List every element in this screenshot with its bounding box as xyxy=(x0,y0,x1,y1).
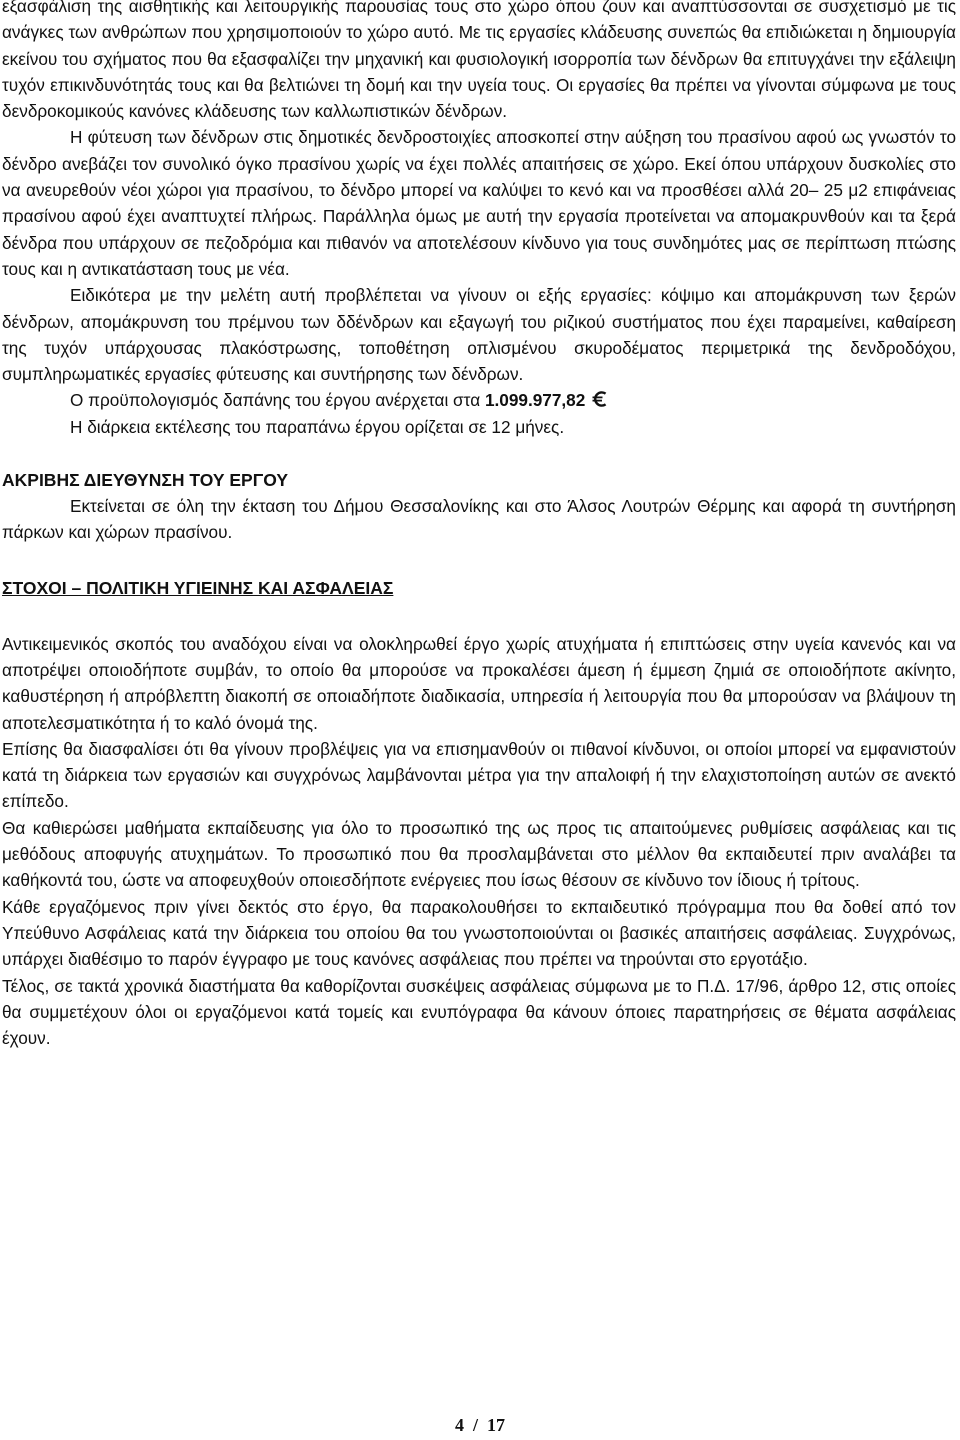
paragraph-safety-objective: Αντικειμενικός σκοπός του αναδόχου είναι να ολοκληρωθεί έργο χωρίς ατυχήματα ή επιπτώσεις στην υγεία κανενός και να αποτρέψει οποιοδήποτε συμβάν, το οποίο θα μπορούσε να προκαλέσει άμεση ή έμμεση ζημιά σε οποιοδήποτε ακίνητο, καθυστέρηση ή απρόβλεπτη διακοπή σε οποιαδήποτε διαδικασία, υπηρεσία ή λειτουργία που θα μπορούσαν να βλάψουν τη αποτελεσματικότητα ή το καλό όνομά της. xyxy=(2,633,956,733)
section-heading-safety: ΣΤΟΧΟΙ – ΠΟΛΙΤΙΚΗ ΥΓΙΕΙΝΗΣ ΚΑΙ ΑΣΦΑΛΕΙΑΣ xyxy=(2,577,394,598)
paragraph-location: Εκτείνεται σε όλη την έκταση του Δήμου Θεσσαλονίκης και στο Άλσος Λουτρών Θέρμης και αφορά τη συντήρηση πάρκων και χώρων πρασίνου. xyxy=(2,496,956,543)
page-separator: / xyxy=(472,1415,478,1435)
paragraph-safety-induction: Κάθε εργαζόμενος πριν γίνει δεκτός στο έργο, θα παρακολουθήσει το εκπαιδευτικό πρόγραμμα που θα δοθεί από τον Υπεύθυνο Ασφάλειας κατά την διάρκεια του οποίου θα του γνωστοποιούνται οι βασικές απαιτήσεις ασφάλειας. Συγχρόνως, υπάρχει διαθέσιμο το παρόν έγγραφο με τους κανόνες ασφάλειας που πρέπει να τηρούνται στο εργοτάξιο. xyxy=(2,896,956,970)
document-body xyxy=(2,0,956,1051)
page-current: 4 xyxy=(454,1415,464,1435)
paragraph-safety-risks: Επίσης θα διασφαλίσει ότι θα γίνουν προβλέψεις για να επισημανθούν οι πιθανοί κίνδυνοι, οι οποίοι μπορεί να εμφανιστούν κατά τη διάρκεια των εργασιών και συγχρόνως λαμβάνονται μέτρα για την απαλοιφή ή την ελαχιστοποίηση αυτών σε ανεκτό επίπεδο. xyxy=(2,738,956,812)
budget-amount: 1.099.977,82 xyxy=(484,390,586,411)
spacer xyxy=(2,546,956,575)
paragraph-pruning: εξασφάλιση της αισθητικής και λειτουργικής παρουσίας τους στο χώρο όπου ζουν και αναπτύσσονται σε συσχετισμό με τις ανάγκες των ανθρώπων που χρησιμοποιούν το χώρο αυτό. Με τις εργασίες κλάδευσης συνεπώς θα επιδιώκεται η δημιουργία εκείνου του σχήματος που θα εξασφαλίζει την μηχανική και φυσιολογική ισορροπία των δένδρων θα επιτυγχάνει την εξάλειψη τυχόν επικινδυνότητάς τους και θα βελτιώνει τη δομή και την υγεία τους. Οι εργασίες θα πρέπει να γίνονται σύμφωνα με τους δενδροκομικούς κανόνες κλάδευσης των καλλωπιστικών δένδρων. xyxy=(2,0,956,122)
spacer xyxy=(2,440,956,467)
budget-prefix: Ο προϋπολογισμός δαπάνης του έργου ανέρχεται στα xyxy=(70,390,485,411)
paragraph-safety-training: Θα καθιερώσει μαθήματα εκπαίδευσης για όλο το προσωπικό της ως προς τις απαιτούμενες ρυθμίσεις ασφάλειας και τις μεθόδους αποφυγής ατυχημάτων. Το προσωπικό που θα προσλαμβάνεται στο μέλλον θα εκπαιδευτεί πριν αναλάβει τα καθήκοντά του, ώστε να αποφευχθούν οποιεσδήποτε ενέργειες που ίσως θέσουν σε κίνδυνο τον ίδιους ή τρίτους. xyxy=(2,817,956,891)
section-heading-location: ΑΚΡΙΒΗΣ ΔΙΕΥΘΥΝΣΗ ΤΟΥ ΕΡΓΟΥ xyxy=(2,470,289,491)
duration-line: Η διάρκεια εκτέλεσης του παραπάνω έργου ορίζεται σε 12 μήνες. xyxy=(70,416,565,437)
euro-icon xyxy=(591,390,609,408)
spacer xyxy=(2,601,956,631)
paragraph-works: Ειδικότερα με την μελέτη αυτή προβλέπεται να γίνουν οι εξής εργασίες: κόψιμο και απομάκρυνση των ξερών δένδρων, απομάκρυνση του πρέμνου των δδένδρων και εξαγωγή του ριζικού συστήματος που έχει παραμείνει, καθαίρεση της τυχόν υπάρχουσας πλακόστρωσης, τοποθέτηση οπλισμένου σκυροδέματος περιμετρικά της δενδροδόχου, συμπληρωματικές εργασίες φύτευσης και συντήρησης των δένδρων. xyxy=(2,285,956,385)
paragraph-planting: Η φύτευση των δένδρων στις δημοτικές δενδροστοιχίες αποσκοπεί στην αύξηση του πρασίνου αφού ως γνωστόν το δένδρο ανεβάζει τον συνολικό όγκο πρασίνου χωρίς να έχει πολλές απαιτήσεις σε χώρο. Εκεί όπου υπάρχουν δυσκολίες στο να ανευρεθούν νέοι χώροι για πρασίνου, το δένδρο μπορεί να καλύψει το κενό και να προσθέσει αλλά 20– 25 μ2 επιφάνειας πρασίνου αφού έχει αναπτυχτεί πλήρως. Παράλληλα όμως με αυτή την εργασία προτείνεται να απομακρυνθούν και τα ξερά δένδρα που υπάρχουν σε πεζοδρόμια και πιθανόν να αποτελέσουν κίνδυνο για τους συνδημότες μας σε περίπτωση πτώσης τους και η αντικατάσταση τους με νέα. xyxy=(2,127,956,279)
paragraph-safety-meetings: Τέλος, σε τακτά χρονικά διαστήματα θα καθορίζονται συσκέψεις ασφάλειας σύμφωνα με το Π.Δ. 17/96, άρθρο 12, στις οποίες θα συμμετέχουν όλοι οι εργαζόμενοι κατά τομείς και ενυπόγραφα θα κάνουν όποιες παρατηρήσεις σε θέματα ασφάλειας έχουν. xyxy=(2,975,956,1049)
page-total: 17 xyxy=(487,1415,505,1435)
page-number xyxy=(0,1414,960,1436)
budget-line xyxy=(2,387,956,413)
